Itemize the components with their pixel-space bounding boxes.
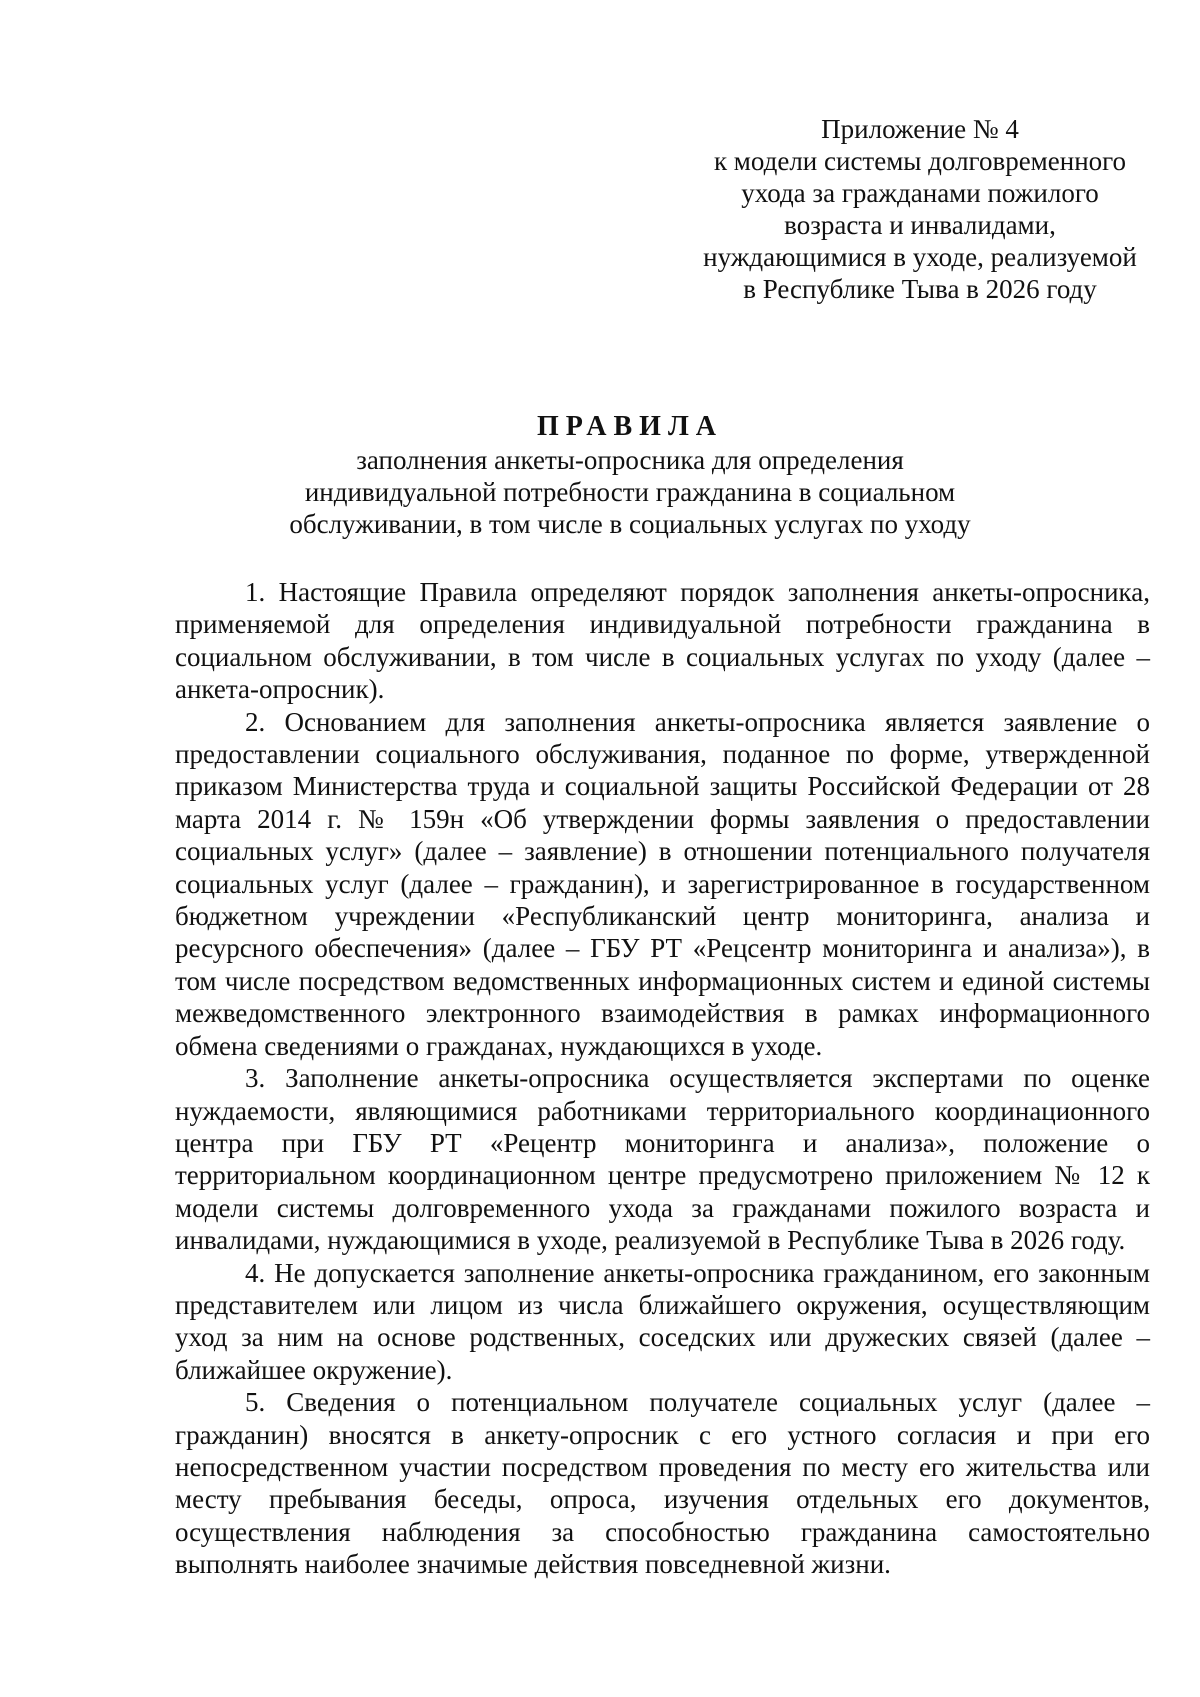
appendix-line: в Республике Тыва в 2026 году	[743, 274, 1097, 304]
appendix-line: нуждающимися в уходе, реализуемой	[703, 242, 1137, 272]
document-body	[175, 576, 1150, 1581]
document-subtitle-line: заполнения анкеты-опросника для определения	[356, 445, 904, 475]
title-block	[160, 410, 1100, 540]
paragraph-4: 4. Не допускается заполнение анкеты-опросника гражданином, его законным представителем или лицом из числа ближайшего окружения, осуществляющим уход за ним на основе родственных, соседских или дружеских связей (далее – ближайшее окружение).	[175, 1257, 1150, 1385]
paragraph-5: 5. Сведения о потенциальном получателе социальных услуг (далее – гражданин) вносятся в анкету-опросник с его устного согласия и при его непосредственном участии посредством проведения по месту его жительства или месту пребывания беседы, опроса, изучения отдельных его документов, осуществления наблюдения за способностью гражданина самостоятельно выполнять наиболее значимые действия повседневной жизни.	[175, 1387, 1150, 1580]
appendix-line: к модели системы долговременного	[713, 146, 1127, 176]
paragraph-3: 3. Заполнение анкеты-опросника осуществляется экспертами по оценке нуждаемости, являющимися работниками территориального координационного центра при ГБУ РТ «Рецентр мониторинга и анализа», положение о территориальном координационном центре предусмотрено приложением № 12 к модели системы долговременного ухода за гражданами пожилого возраста и инвалидами, нуждающимися в уходе, реализуемой в Республике Тыва в 2026 году.	[175, 1063, 1150, 1256]
appendix-line: Приложение № 4	[821, 114, 1019, 144]
paragraph-1: 1. Настоящие Правила определяют порядок заполнения анкеты-опросника, применяемой для определения индивидуальной потребности гражданина в социальном обслуживании, в том числе в социальных услугах по уходу (далее – анкета-опросник).	[175, 577, 1150, 705]
appendix-line: ухода за гражданами пожилого	[741, 178, 1099, 208]
document-title: ПРАВИЛА	[536, 411, 724, 442]
appendix-line: возраста и инвалидами,	[784, 210, 1056, 240]
appendix-header	[680, 113, 1160, 305]
paragraph-2: 2. Основанием для заполнения анкеты-опросника является заявление о предоставлении социального обслуживания, поданное по форме, утвержденной приказом Министерства труда и социальной защиты Российской Федерации от 28 марта 2014 г. № 159н «Об утверждении формы заявления о предоставлении социальных услуг» (далее – заявление) в отношении потенциального получателя социальных услуг (далее – гражданин), и зарегистрированное в государственном бюджетном учреждении «Республиканский центр мониторинга, анализа и ресурсного обеспечения» (далее – ГБУ РТ «Рецcентр мониторинга и анализа»), в том числе посредством ведомственных информационных систем и единой системы межведомственного электронного взаимодействия в рамках информационного обмена сведениями о гражданах, нуждающихся в уходе.	[175, 706, 1150, 1061]
document-subtitle-line: индивидуальной потребности гражданина в социальном	[304, 477, 956, 507]
document-subtitle-line: обслуживании, в том числе в социальных услугах по уходу	[289, 509, 971, 539]
